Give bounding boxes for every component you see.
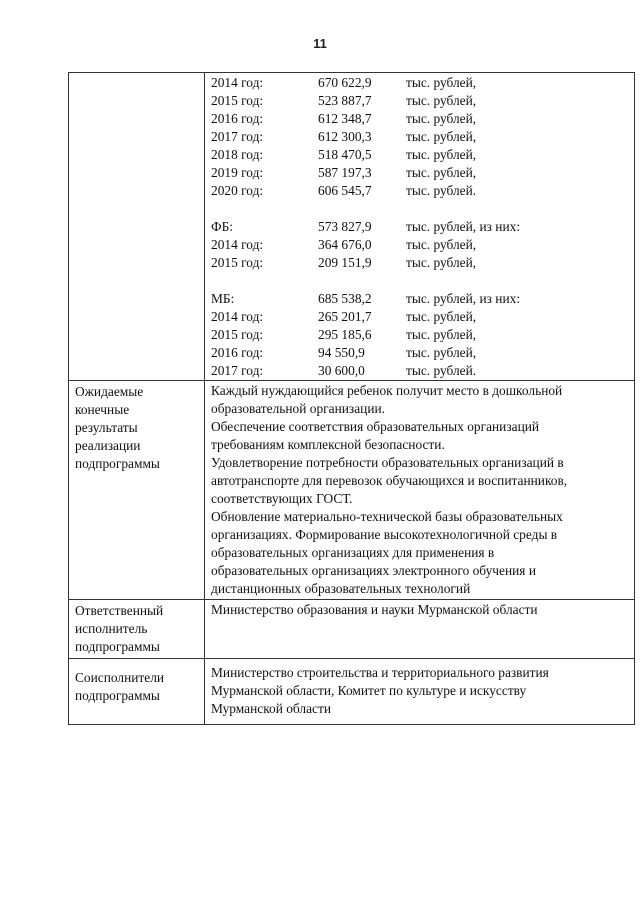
amount-unit: тыс. рублей, из них: xyxy=(406,291,521,306)
amount-unit: тыс. рублей, xyxy=(406,93,477,108)
spacer xyxy=(211,200,634,218)
coexecutors-label xyxy=(69,659,204,707)
year-label: 2014 год: xyxy=(211,237,264,252)
label-line: подпрограммы xyxy=(75,688,160,703)
amount-value: 295 185,6 xyxy=(318,327,372,342)
finance-cell xyxy=(205,73,635,381)
label-line: реализации xyxy=(75,438,141,453)
amount-unit: тыс. рублей, xyxy=(406,237,477,252)
label-line: Ответственный xyxy=(75,603,164,618)
label-line: Соисполнители xyxy=(75,670,165,685)
mb-row-2014 xyxy=(211,308,634,326)
text-line: образовательных организациях электронного обучения и xyxy=(211,563,536,578)
amount-unit: тыс. рублей, xyxy=(406,165,477,180)
year-label: 2020 год: xyxy=(211,183,264,198)
amount-unit: тыс. рублей, xyxy=(406,75,477,90)
finance-row-2017 xyxy=(211,128,634,146)
year-label: 2016 год: xyxy=(211,345,264,360)
fb-label: ФБ: xyxy=(211,219,233,234)
year-label: 2015 год: xyxy=(211,93,264,108)
text-line: требованиям комплексной безопасности. xyxy=(211,437,445,452)
text-line: соответствующих ГОСТ. xyxy=(211,491,353,506)
amount-unit: тыс. рублей, xyxy=(406,345,477,360)
coexecutors-label-cell xyxy=(69,659,205,725)
label-line: подпрограммы xyxy=(75,639,160,654)
amount-value: 94 550,9 xyxy=(318,345,365,360)
amount-value: 612 300,3 xyxy=(318,129,372,144)
year-label: 2019 год: xyxy=(211,165,264,180)
label-line: подпрограммы xyxy=(75,456,160,471)
amount-unit: тыс. рублей. xyxy=(406,363,477,378)
expected-results-label xyxy=(69,381,204,475)
amount-unit: тыс. рублей, xyxy=(406,111,477,126)
text-line: Министерство строительства и территориального развития xyxy=(211,665,549,680)
finance-row-2014 xyxy=(211,74,634,92)
amount-value: 670 622,9 xyxy=(318,75,372,90)
expected-results-row xyxy=(69,381,635,600)
responsible-text: Министерство образования и науки Мурманской области xyxy=(211,602,538,617)
year-label: 2015 год: xyxy=(211,327,264,342)
text-line: Мурманской области, Комитет по культуре и искусству xyxy=(211,683,527,698)
amount-value: 573 827,9 xyxy=(318,219,372,234)
coexecutors-text-cell xyxy=(205,659,635,725)
text-line: Обновление материально-технической базы образовательных xyxy=(211,509,563,524)
fb-row-2014 xyxy=(211,236,634,254)
year-label: 2016 год: xyxy=(211,111,264,126)
label-line: Ожидаемые xyxy=(75,384,144,399)
spacer xyxy=(211,272,634,290)
finance-row-2020 xyxy=(211,182,634,200)
amount-value: 606 545,7 xyxy=(318,183,372,198)
text-line: Каждый нуждающийся ребенок получит место в дошкольной xyxy=(211,383,563,398)
finance-label-cell xyxy=(69,73,205,381)
responsible-row xyxy=(69,600,635,659)
responsible-text-cell xyxy=(205,600,635,659)
amount-value: 265 201,7 xyxy=(318,309,372,324)
coexecutors-text xyxy=(205,659,634,724)
text-line: образовательной организации. xyxy=(211,401,385,416)
finance-row-2015 xyxy=(211,92,634,110)
page-number: 11 xyxy=(313,36,327,51)
amount-value: 364 676,0 xyxy=(318,237,372,252)
mb-row-2017 xyxy=(211,362,634,380)
amount-value: 523 887,7 xyxy=(318,93,372,108)
coexecutors-row xyxy=(69,659,635,725)
label-line: конечные xyxy=(75,402,130,417)
fb-total-row xyxy=(211,218,634,236)
amount-value: 30 600,0 xyxy=(318,363,365,378)
amount-unit: тыс. рублей, xyxy=(406,147,477,162)
mb-total-row xyxy=(211,290,634,308)
mb-row-2016 xyxy=(211,344,634,362)
text-line: автотранспорте для перевозок обучающихся и воспитанников, xyxy=(211,473,568,488)
mb-label: МБ: xyxy=(211,291,235,306)
year-label: 2014 год: xyxy=(211,75,264,90)
subprogram-passport-table xyxy=(68,72,635,725)
finance-row-2019 xyxy=(211,164,634,182)
expected-results-label-cell xyxy=(69,381,205,600)
text-line: образовательных организациях для применения в xyxy=(211,545,495,560)
label-line: результаты xyxy=(75,420,138,435)
year-label: 2017 год: xyxy=(211,363,264,378)
amount-unit: тыс. рублей. xyxy=(406,183,477,198)
text-line: Обеспечение соответствия образовательных организаций xyxy=(211,419,540,434)
expected-results-text-cell xyxy=(205,381,635,600)
fb-row-2015 xyxy=(211,254,634,272)
finance-row xyxy=(69,73,635,381)
finance-block xyxy=(205,73,634,380)
responsible-label xyxy=(69,600,204,658)
amount-unit: тыс. рублей, xyxy=(406,309,477,324)
amount-value: 612 348,7 xyxy=(318,111,372,126)
amount-value: 685 538,2 xyxy=(318,291,372,306)
year-label: 2017 год: xyxy=(211,129,264,144)
mb-row-2015 xyxy=(211,326,634,344)
amount-value: 209 151,9 xyxy=(318,255,372,270)
expected-results-text xyxy=(205,381,634,599)
year-label: 2014 год: xyxy=(211,309,264,324)
text-line: дистанционных образовательных технологий xyxy=(211,581,471,596)
amount-value: 518 470,5 xyxy=(318,147,372,162)
amount-unit: тыс. рублей, xyxy=(406,255,477,270)
amount-unit: тыс. рублей, xyxy=(406,327,477,342)
text-line: организациях. Формирование высокотехнологичной среды в xyxy=(211,527,558,542)
amount-unit: тыс. рублей, xyxy=(406,129,477,144)
amount-value: 587 197,3 xyxy=(318,165,372,180)
label-line: исполнитель xyxy=(75,621,148,636)
text-line: Удовлетворение потребности образовательных организаций в xyxy=(211,455,564,470)
finance-row-2016 xyxy=(211,110,634,128)
year-label: 2018 год: xyxy=(211,147,264,162)
finance-row-2018 xyxy=(211,146,634,164)
text-line: Мурманской области xyxy=(211,701,331,716)
year-label: 2015 год: xyxy=(211,255,264,270)
amount-unit: тыс. рублей, из них: xyxy=(406,219,521,234)
responsible-label-cell xyxy=(69,600,205,659)
